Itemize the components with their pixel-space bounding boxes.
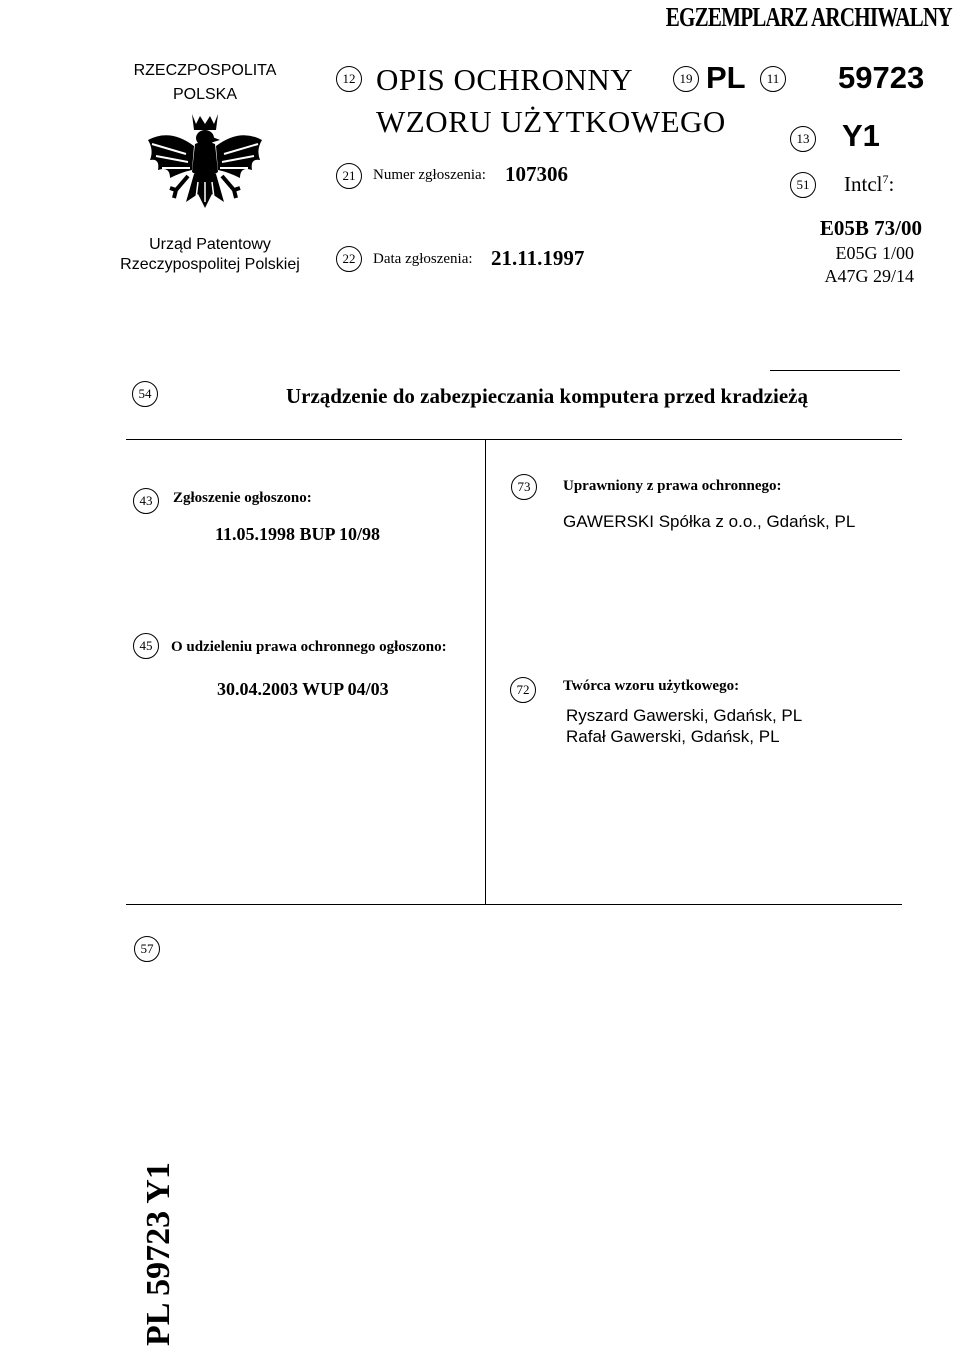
country-line2: POLSKA [172, 86, 238, 103]
application-number-label: Numer zgłoszenia: [373, 167, 486, 183]
classification-label-suffix: : [888, 172, 895, 196]
section-45-label: O udzieleniu prawa ochronnego ogłoszono: [171, 639, 447, 655]
inid-code-45: 45 [133, 633, 159, 659]
inid-code-11: 11 [760, 66, 786, 92]
classification-other-2: A47G 29/14 [824, 266, 914, 286]
application-number-value: 107306 [505, 162, 568, 186]
application-date-value: 21.11.1997 [491, 246, 585, 270]
archive-stamp: EGZEMPLARZ ARCHIWALNY [665, 2, 952, 32]
inid-code-57: 57 [134, 936, 160, 962]
document-title-line1: OPIS OCHRONNY [376, 62, 634, 97]
inid-code-12: 12 [336, 66, 362, 92]
application-date-label: Data zgłoszenia: [373, 251, 473, 267]
inventor-2: Rafał Gawerski, Gdańsk, PL [566, 727, 780, 746]
section-73-label: Uprawniony z prawa ochronnego: [563, 478, 782, 494]
section-72-label: Twórca wzoru użytkowego: [563, 678, 740, 694]
classification-label [844, 172, 894, 197]
classification-label-text: Intcl [844, 172, 883, 196]
kind-code: Y1 [842, 118, 880, 153]
rule-top [770, 370, 900, 371]
utility-model-title: Urządzenie do zabezpieczania komputera przed kradzieżą [286, 384, 808, 408]
inid-code-73: 73 [511, 474, 537, 500]
classification-label-sup: 7 [882, 172, 889, 186]
section-73-value: GAWERSKI Spółka z o.o., Gdańsk, PL [563, 512, 856, 531]
office-line2: Rzeczypospolitej Polskiej [120, 256, 300, 273]
rule-title [126, 439, 902, 440]
inid-code-19: 19 [673, 66, 699, 92]
inid-code-43: 43 [133, 488, 159, 514]
inid-code-21: 21 [336, 163, 362, 189]
country-line1: RZECZPOSPOLITA [133, 62, 277, 79]
inid-code-51: 51 [790, 172, 816, 198]
section-45-value: 30.04.2003 WUP 04/03 [217, 679, 389, 699]
inid-code-72: 72 [510, 677, 536, 703]
inid-code-13: 13 [790, 126, 816, 152]
office-line1: Urząd Patentowy [149, 236, 271, 253]
classification-main: E05B 73/00 [819, 216, 922, 240]
inid-code-22: 22 [336, 246, 362, 272]
inventor-1: Ryszard Gawerski, Gdańsk, PL [566, 706, 803, 725]
country-code: PL [706, 60, 746, 95]
rule-bottom [126, 904, 902, 905]
spine-document-id: PL 59723 Y1 [140, 1162, 177, 1346]
polish-eagle-emblem-icon [140, 110, 270, 215]
classification-other-1: E05G 1/00 [835, 243, 914, 263]
document-title-line2: WZORU UŻYTKOWEGO [376, 104, 726, 139]
inid-code-54: 54 [132, 381, 158, 407]
column-divider [485, 439, 486, 904]
section-43-label: Zgłoszenie ogłoszono: [173, 490, 312, 506]
section-43-value: 11.05.1998 BUP 10/98 [215, 524, 381, 544]
patent-number: 59723 [838, 60, 925, 95]
